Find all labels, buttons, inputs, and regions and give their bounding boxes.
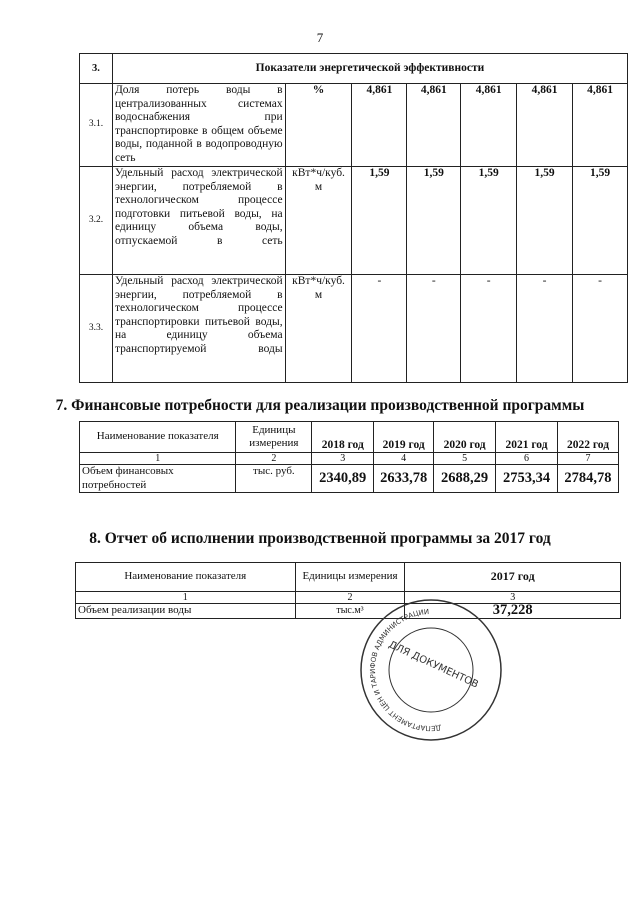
row-unit: кВт*ч/куб. м: [285, 275, 352, 383]
stamp-inner-text: ДЛЯ ДОКУМЕНТОВ: [386, 639, 480, 691]
column-index: 1: [76, 592, 296, 604]
column-index: 6: [496, 453, 558, 465]
table-row: [80, 167, 628, 275]
row-value: 2753,34: [496, 465, 558, 493]
column-header-year: 2017 год: [405, 563, 621, 592]
energy-efficiency-table: [79, 53, 628, 383]
column-index: 3: [312, 453, 374, 465]
section-title: Показатели энергетической эффективности: [112, 54, 627, 84]
row-value: 2688,29: [434, 465, 496, 493]
official-stamp: [356, 595, 506, 745]
column-header-unit: Единицы измерения: [236, 422, 312, 453]
row-value: 1,59: [461, 167, 517, 275]
table-row: [80, 84, 628, 167]
row-number: 3.1.: [80, 84, 113, 167]
column-index: 7: [557, 453, 618, 465]
row-value: -: [352, 275, 407, 383]
row-value: 4,861: [573, 84, 628, 167]
row-number: 3.3.: [80, 275, 113, 383]
row-value: 1,59: [517, 167, 573, 275]
row-value: -: [573, 275, 628, 383]
section-number: 3.: [80, 54, 113, 84]
column-index: 4: [374, 453, 434, 465]
report-table: [75, 562, 621, 619]
row-value: 2633,78: [374, 465, 434, 493]
column-index: 3: [405, 592, 621, 604]
column-index: 2: [236, 453, 312, 465]
row-value: 1,59: [352, 167, 407, 275]
column-header-year: 2021 год: [496, 422, 558, 453]
section-row: [80, 54, 628, 84]
column-header-year: 2022 год: [557, 422, 618, 453]
column-index: 5: [434, 453, 496, 465]
row-value: -: [517, 275, 573, 383]
row-name: Удельный расход электрической энергии, потребляемой в технологическом процессе транспортировки питьевой воды, на единицу объема транспортируемой воды: [112, 275, 285, 383]
row-value: -: [461, 275, 517, 383]
column-header-name: Наименование показателя: [80, 422, 236, 453]
report-heading: 8. Отчет об исполнении производственной программы за 2017 год: [89, 530, 551, 547]
finance-table: [79, 421, 619, 493]
index-row: [76, 592, 621, 604]
column-index: 2: [295, 592, 405, 604]
row-unit: кВт*ч/куб. м: [285, 167, 352, 275]
row-name: Объем финансовых потребностей: [80, 465, 236, 493]
table-row: [76, 604, 621, 619]
row-value: 4,861: [352, 84, 407, 167]
table-row: [80, 465, 619, 493]
table-row: [80, 275, 628, 383]
row-value: 4,861: [407, 84, 461, 167]
row-value: 2340,89: [312, 465, 374, 493]
row-value: 37,228: [405, 604, 621, 619]
page-number: 7: [316, 30, 324, 45]
header-row: [76, 563, 621, 592]
column-header-year: 2018 год: [312, 422, 374, 453]
row-name: Объем реализации воды: [76, 604, 296, 619]
finance-heading: 7. Финансовые потребности для реализации производственной программы: [55, 397, 585, 414]
header-row: [80, 422, 619, 453]
row-value: -: [407, 275, 461, 383]
row-value: 2784,78: [557, 465, 618, 493]
column-index: 1: [80, 453, 236, 465]
row-number: 3.2.: [80, 167, 113, 275]
row-value: 1,59: [407, 167, 461, 275]
stamp-ring-text: ДЕПАРТАМЕНТ ЦЕН И ТАРИФОВ АДМИНИСТРАЦИИ: [368, 607, 442, 733]
column-header-year: 2020 год: [434, 422, 496, 453]
stamp-outer-ring: [361, 600, 501, 740]
row-value: 1,59: [573, 167, 628, 275]
row-value: 4,861: [517, 84, 573, 167]
column-header-unit: Единицы измерения: [295, 563, 405, 592]
index-row: [80, 453, 619, 465]
stamp-inner-ring: [389, 628, 473, 712]
column-header-name: Наименование показателя: [76, 563, 296, 592]
row-unit: %: [285, 84, 352, 167]
row-unit: тыс.м³: [295, 604, 405, 619]
row-name: Удельный расход электрической энергии, потребляемой в технологическом процессе подготовки питьевой воды, на единицу объема воды, отпускаемой в сеть: [112, 167, 285, 275]
column-header-year: 2019 год: [374, 422, 434, 453]
row-name: Доля потерь воды в централизованных системах водоснабжения при транспортировке в общем объеме воды, поданной в водопроводную сеть: [112, 84, 285, 167]
row-value: 4,861: [461, 84, 517, 167]
row-unit: тыс. руб.: [236, 465, 312, 493]
